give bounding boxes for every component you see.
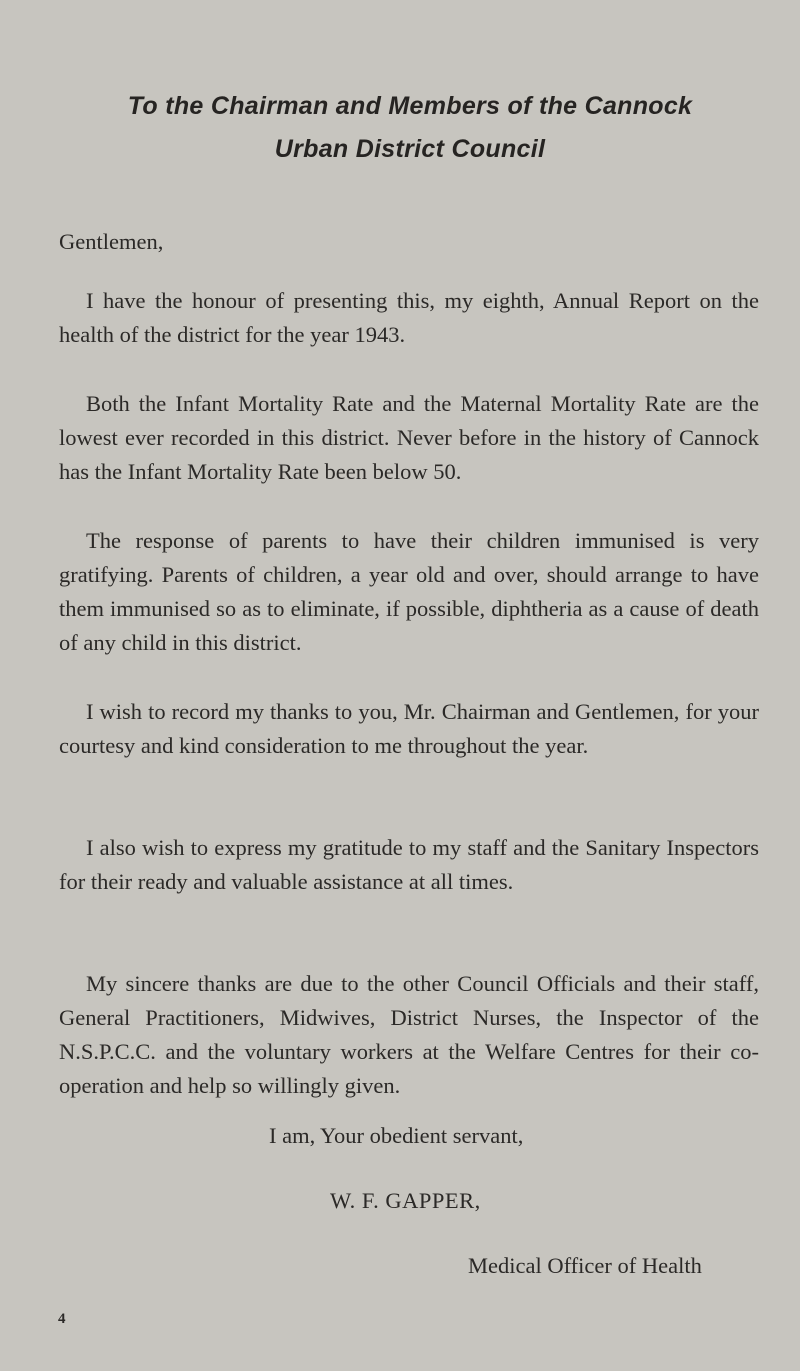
paragraph-6: My sincere thanks are due to the other Council Officials and their staff, General Practitioners, Midwives, District Nurses, the Inspector of the N.S.P.C.C. and the voluntary workers at the Welfare Centres for their co-operation and help so willingly given.: [59, 971, 759, 1098]
signature-title: Medical Officer of Health: [468, 1253, 702, 1278]
signature-name: W. F. GAPPER,: [330, 1188, 481, 1213]
paragraph-4: I wish to record my thanks to you, Mr. Chairman and Gentlemen, for your courtesy and kind consideration to me throughout the year.: [59, 699, 759, 758]
salutation: Gentlemen,: [59, 229, 164, 254]
page-number: 4: [58, 1311, 66, 1327]
paragraph-1: I have the honour of presenting this, my eighth, Annual Report on the health of the district for the year 1943.: [59, 288, 759, 347]
title-line-1: To the Chairman and Members of the Cannock: [127, 92, 693, 120]
paragraph-2: Both the Infant Mortality Rate and the Maternal Mortality Rate are the lowest ever recorded in this district. Never before in the history of Cannock has the Infant Mortality Rate been below 50.: [59, 391, 759, 484]
closing-line: I am, Your obedient servant,: [269, 1123, 524, 1148]
paragraph-3: The response of parents to have their children immunised is very gratifying. Parents of children, a year old and over, should arrange to have them immunised so as to eliminate, if possible, diphtheria as a cause of death of any child in this district.: [59, 528, 759, 655]
paragraph-5: I also wish to express my gratitude to my staff and the Sanitary Inspectors for their ready and valuable assistance at all times.: [59, 835, 759, 894]
title-line-2: Urban District Council: [274, 135, 546, 163]
